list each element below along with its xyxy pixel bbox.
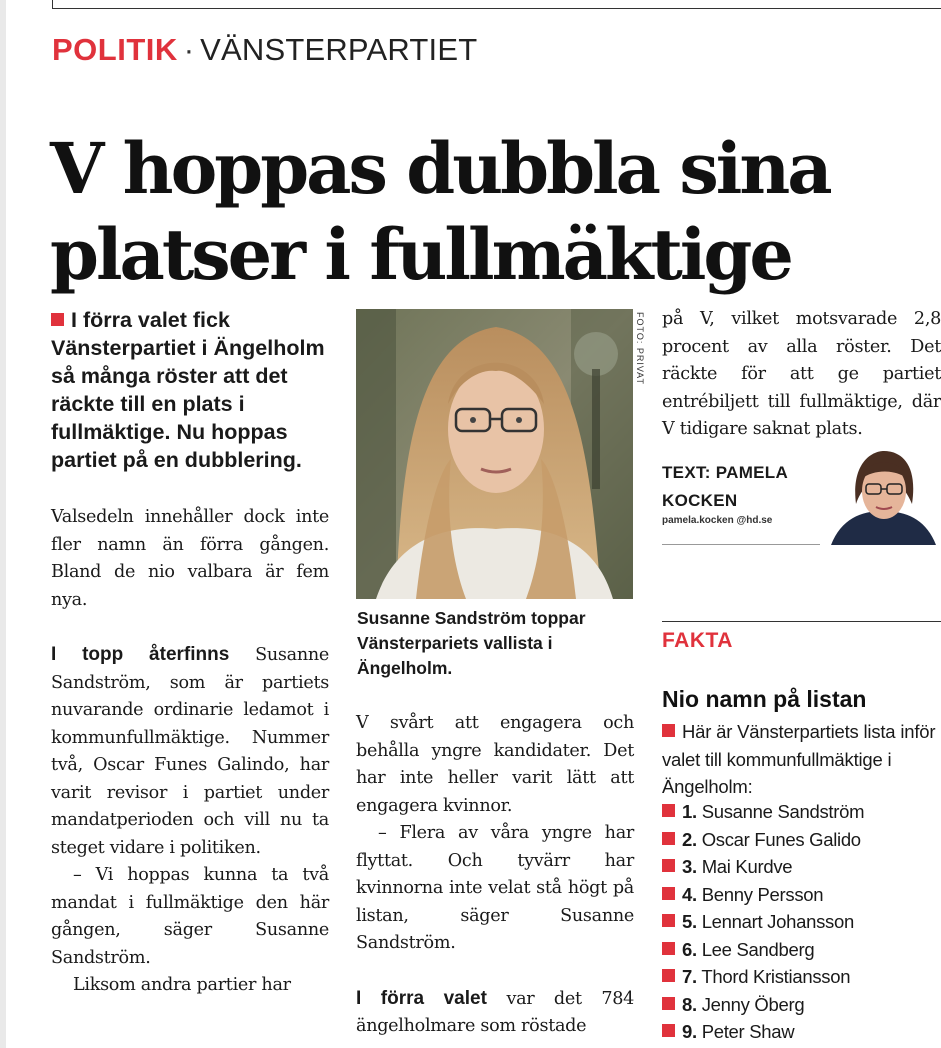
list-item [662, 936, 941, 964]
bullet-square-icon [662, 997, 675, 1010]
fakta-intro-text: Här är Vänsterpartiets lista inför valet till kommunfullmäktige i Ängelholm: [662, 721, 936, 797]
list-item-name: Susanne Sandström [701, 801, 865, 822]
bullet-square-icon [662, 724, 675, 737]
list-item-number: 5. [682, 911, 697, 932]
fakta-divider [662, 621, 941, 622]
quote-paragraph: – Flera av våra yngre har flyttat. Och tyvärr har kvinnorna inte velat stå högt på listan, säger Susanne Sandström. [356, 823, 634, 953]
author-avatar [826, 449, 941, 545]
article-photo [356, 309, 633, 599]
lead-paragraph [51, 306, 329, 474]
section-topic: VÄNSTERPARTIET [200, 32, 478, 67]
list-item [662, 881, 941, 909]
list-item [662, 826, 941, 854]
body-paragraph [51, 641, 329, 862]
lead-text: I förra valet fick Vänsterpartiet i Ängelholm så många röster att det räckte till en plats i fullmäktige. Nu hoppas partiet på en dubblering. [51, 308, 325, 472]
byline [662, 459, 822, 526]
section-name: POLITIK [52, 32, 178, 67]
list-item-name: Oscar Funes Galido [701, 828, 861, 850]
section-kicker [52, 30, 477, 70]
run-in-heading: I förra valet [356, 987, 487, 1009]
list-item [662, 798, 941, 826]
column-3 [662, 306, 941, 444]
byline-author: TEXT: PAMELA KOCKEN [662, 463, 788, 510]
top-rule [52, 8, 941, 9]
bullet-square-icon [51, 313, 64, 326]
byline-divider [662, 544, 820, 545]
body-paragraph: V svårt att engagera och behålla yngre kandidater. Det har inte heller varit lätt att engagera kvinnor. [356, 713, 634, 816]
list-item-name: Mai Kurdve [701, 856, 793, 877]
body-paragraph: på V, vilket motsvarade 2,8 procent av alla röster. Det räckte för att ge partiet entrébiljett till fullmäktige, där V tidigare saknat plats. [662, 309, 941, 439]
bullet-square-icon [662, 969, 675, 982]
list-item-number: 4. [682, 883, 697, 905]
column-1 [51, 306, 329, 1000]
body-paragraph-text: var det 784 ängelholmare som röstade [356, 988, 634, 1036]
body-paragraph [356, 985, 634, 1041]
list-item-name: Thord Kristiansson [701, 966, 851, 987]
bullet-square-icon [662, 832, 675, 845]
photo-credit: FOTO: PRIVAT [635, 312, 645, 386]
fakta-title: Nio namn på listan [662, 686, 867, 712]
top-rule-tick [52, 0, 53, 8]
portrait-photo-illustration [356, 309, 633, 599]
bullet-square-icon [662, 804, 675, 817]
column-2 [356, 710, 634, 1041]
fakta-label: FAKTA [662, 629, 733, 652]
run-in-heading: I topp återfinns [51, 644, 230, 665]
list-item [662, 908, 941, 936]
list-item-name: Lee Sandberg [701, 938, 815, 960]
bullet-square-icon [662, 914, 675, 927]
candidate-list [662, 798, 941, 1046]
list-item-number: 1. [682, 801, 697, 822]
fakta-intro [662, 718, 941, 801]
quote-paragraph: – Vi hoppas kunna ta två mandat i fullmäktige den här gången, säger Susanne Sandström. [51, 865, 329, 968]
list-item [662, 853, 941, 881]
list-item-number: 3. [682, 856, 697, 877]
page-edge [0, 0, 6, 1048]
list-item-number: 7. [682, 966, 697, 987]
list-item-number: 9. [682, 1021, 697, 1042]
list-item-name: Peter Shaw [701, 1021, 795, 1042]
byline-email: pamela.kocken @hd.se [662, 515, 773, 526]
bullet-square-icon [662, 942, 675, 955]
list-item-name: Benny Persson [701, 883, 824, 905]
body-paragraph: Liksom andra partier har [73, 975, 291, 995]
body-paragraph-text: Susanne Sandström, som är partiets nuvarande ordinarie ledamot i kommunfullmäktige. Nummer två, Oscar Funes Galindo, har varit revisor i partiet under mandatperioden och vill nu ta steget vidare i politiken. [51, 645, 329, 858]
bullet-square-icon [662, 887, 675, 900]
list-item [662, 991, 941, 1019]
list-item [662, 1018, 941, 1046]
list-item-name: Jenny Öberg [701, 993, 805, 1015]
list-item-number: 2. [682, 828, 697, 850]
list-item-name: Lennart Johansson [701, 911, 854, 932]
bullet-square-icon [662, 1024, 675, 1037]
list-item-number: 8. [682, 993, 697, 1015]
photo-caption: Susanne Sandström toppar Vänsterpariets vallista i Ängelholm. [357, 608, 586, 678]
author-portrait [826, 449, 941, 545]
headline: V hoppas dubbla sina platser i fullmäktige [50, 127, 830, 296]
kicker-separator: · [183, 32, 195, 67]
bullet-square-icon [662, 859, 675, 872]
list-item-number: 6. [682, 938, 697, 960]
list-item [662, 963, 941, 991]
body-paragraph: Valsedeln innehåller dock inte fler namn än förra gången. Bland de nio valbara är fem nya. [51, 507, 329, 610]
